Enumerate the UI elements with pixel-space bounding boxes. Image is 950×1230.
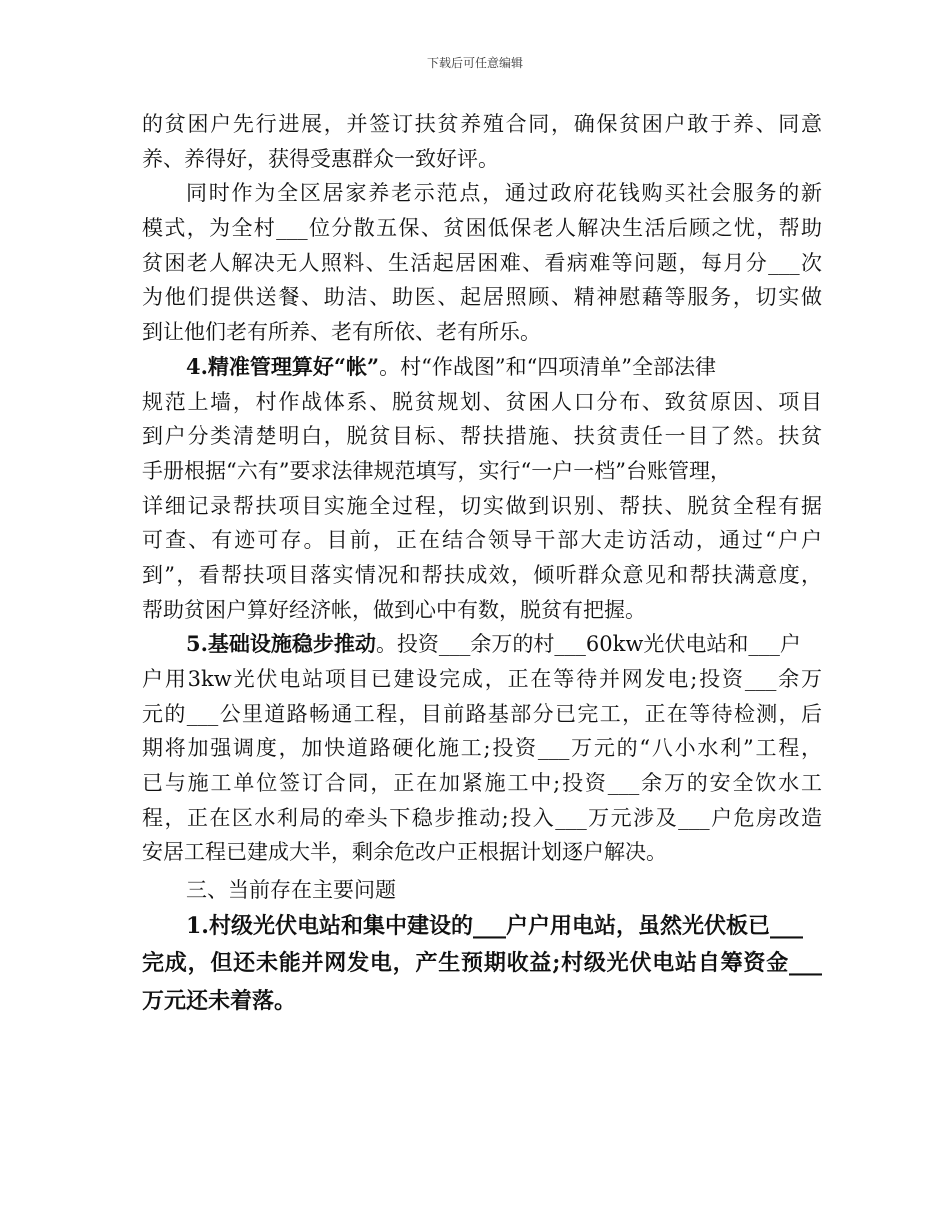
paragraph-precise-management (142, 350, 822, 628)
page-header-note: 下载后可任意编辑 (426, 56, 523, 70)
text-line: 元的___公里道路畅通工程，目前路基部分已完工，正在等待检测，后 (142, 701, 822, 726)
text-line: 模式，为全村___位分散五保、贫困低保老人解决生活后顾之忧，帮助 (142, 216, 822, 241)
text-run: 。村“作战图”和“四项清单”全部法律 (379, 354, 717, 379)
paragraph-continuation (142, 107, 822, 176)
text-line: 的贫困户先行进展，并签订扶贫养殖合同，确保贫困户敢于养、同意 (142, 112, 822, 136)
paragraph-heading: 5.基础设施稳步推动 (186, 631, 376, 657)
text-line: 安居工程已建成大半，剩余危改户正根据计划逐户解决。 (142, 840, 667, 865)
paragraph-heading: 4.精准管理算好“帐” (186, 353, 380, 379)
text-line: 已与施工单位签订合同，正在加紧施工中;投资___余万的安全饮水工 (142, 771, 822, 796)
text-line: 帮助贫困户算好经济帐，做到心中有数，脱贫有把握。 (142, 597, 646, 622)
text-line: 可查、有迹可存。目前，正在结合领导干部大走访活动，通过“户户 (142, 528, 822, 553)
text-line: 完成，但还未能并网发电，产生预期收益;村级光伏电站自筹资金___ (142, 950, 822, 977)
document-body (142, 107, 822, 1020)
text-line: 为他们提供送餐、助洁、助医、起居照顾、精神慰藉等服务，切实做 (142, 285, 822, 310)
text-line: 到”，看帮扶项目落实情况和帮扶成效，倾听群众意见和帮扶满意度， (142, 562, 822, 587)
text-line: 手册根据“六有”要求法律规范填写，实行“一户一档”台账管理， (142, 458, 731, 483)
paragraph-problem-1 (142, 908, 822, 1021)
section-heading: 三、当前存在主要问题 (186, 878, 396, 903)
paragraph-elderly-care (142, 176, 822, 349)
text-line: 规范上墙，村作战体系、脱贫规划、贫困人口分布、致贫原因、项目 (142, 389, 822, 414)
text-line (142, 350, 822, 385)
text-line: 详细记录帮扶项目实施全过程，切实做到识别、帮扶、脱贫全程有据 (142, 493, 822, 518)
text-line: 到户分类清楚明白，脱贫目标、帮扶措施、扶贫责任一目了然。扶贫 (142, 424, 822, 449)
text-line: 到让他们老有所养、老有所依、老有所乐。 (142, 320, 541, 345)
text-line: 1.村级光伏电站和集中建设的___户户用电站，虽然光伏板已___ (186, 912, 803, 939)
text-line: 期将加强调度，加快道路硬化施工;投资___万元的“八小水利”工程， (142, 736, 822, 761)
text-line: 贫困老人解决无人照料、生活起居困难、看病难等问题，每月分___次 (142, 250, 822, 275)
paragraph-infrastructure (142, 627, 822, 870)
text-line: 户用3kw光伏电站项目已建设完成，正在等待并网发电;投资___余万 (142, 667, 822, 691)
text-line: 养、养得好，获得受惠群众一致好评。 (142, 146, 499, 171)
text-line (142, 627, 822, 662)
text-line: 程，正在区水利局的牵头下稳步推动;投入___万元涉及___户危房改造 (142, 805, 822, 830)
text-run: 。投资___余万的村___60kw光伏电站和___户 (375, 632, 801, 657)
text-line: 同时作为全区居家养老示范点，通过政府花钱购买社会服务的新 (186, 181, 822, 206)
text-line: 万元还未着落。 (142, 987, 297, 1014)
